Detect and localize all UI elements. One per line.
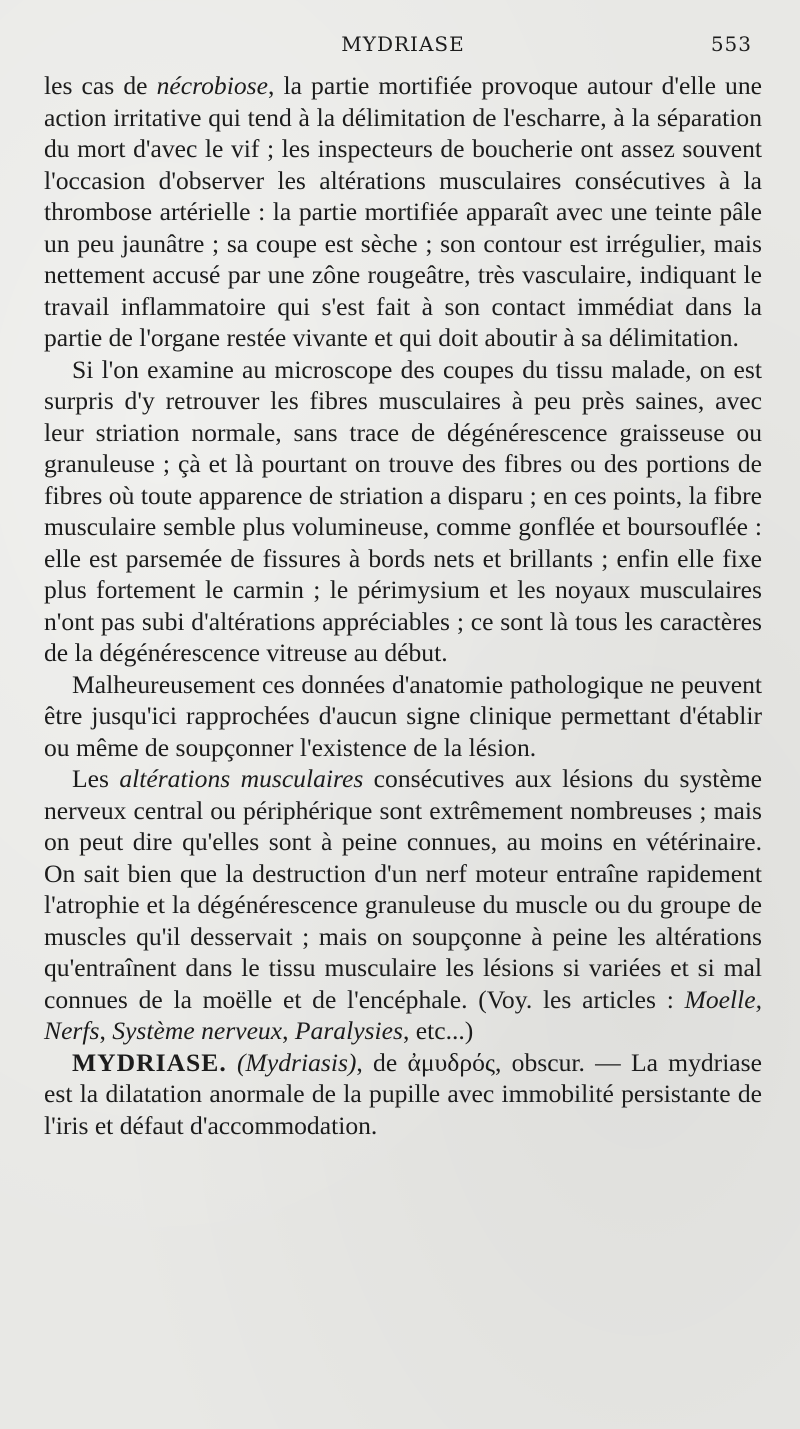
greek-etymology: ἀμυδρός — [407, 1047, 496, 1077]
paragraph-microscope: Si l'on examine au microscope des coupes du tissu malade, on est surpris d'y retrouver les fibres musculaires à peu près saines, avec leur striation normale, sans trace de dégénérescence graisseuse ou granuleuse ; çà et là pourtant on trouve des fibres ou des portions de fibres où toute apparence de striation a disparu ; en ces points, la fibre musculaire semble plus volumineuse, comme gonflée et boursouflée : elle est parsemée de fissures à bords nets et brillants ; enfin elle fixe plus fortement le carmin ; le périmysium et les noyaux musculaires n'ont pas subi d'altérations appréciables ; ce sont là tous les caractères de la dégénérescence vitreuse au début. — [44, 354, 762, 667]
page-number: 553 — [710, 32, 752, 56]
text-run: consécutives aux lésions du système nerveux central ou périphérique sont extrêmement nombreuses ; mais on peut dire qu'elles sont à peine connues, au moins en vétérinaire. On sait bien que la destruction d'un nerf moteur entraîne rapidement l'atrophie et la dégénérescence granuleuse du muscle ou du groupe de muscles qu'il desservait ; mais on soupçonne à peine les altérations qu'entraînent dans le tissu musculaire les lésions si variées et si mal connues de la moëlle et de l'encéphale. (Voy. les articles : — [44, 764, 762, 1014]
latin-term: (Mydriasis) — [237, 1047, 357, 1077]
text-run: , etc...) — [402, 1016, 474, 1045]
text-run: , — [99, 1016, 113, 1045]
entry-headword: MYDRIASE. — [72, 1047, 227, 1077]
italic-term: nécrobiose — [156, 71, 268, 100]
italic-term: altérations musculaires — [119, 764, 364, 793]
text-run: , obscur. — La mydriase est la dilatation anormale de la pupille avec immobilité persistante de l'iris et défaut d'accommodation. — [44, 1047, 762, 1140]
body-text — [44, 70, 762, 1141]
text-run: Les — [72, 764, 120, 793]
text-run: , — [282, 1016, 295, 1045]
dictionary-entry-mydriase — [44, 1047, 762, 1142]
text-run — [227, 1048, 237, 1077]
cross-reference: Système nerveux — [112, 1016, 283, 1045]
paragraph-alterations — [44, 763, 762, 1047]
running-head — [44, 30, 762, 60]
cross-reference: Paralysies — [294, 1016, 403, 1045]
paragraph-anatomie: Malheureusement ces données d'anatomie pathologique ne peuvent être jusqu'ici rapprochées d'aucun signe clinique permettant d'établir ou même de soupçonner l'existence de la lésion. — [44, 669, 762, 762]
running-title: MYDRIASE — [341, 32, 465, 56]
paragraph-necrobiose — [44, 70, 762, 354]
text-run: , la partie mortifiée provoque autour d'elle une action irritative qui tend à la délimitation de l'escharre, à la séparation du mort d'avec le vif ; les inspecteurs de boucherie ont assez souvent l'occasion d'observer les altérations musculaires consécutives à la thrombose artérielle : la partie mortifiée apparaît avec une teinte pâle un peu jaunâtre ; sa coupe est sèche ; son contour est irrégulier, mais nettement accusé par une zône rougeâtre, très vasculaire, indiquant le travail inflammatoire qui s'est fait à son contact immédiat dans la partie de l'organe restée vivante et qui doit aboutir à sa délimitation. — [44, 71, 762, 352]
text-run: les cas de — [44, 71, 157, 100]
text-run: , de — [356, 1047, 408, 1077]
cross-reference: Moelle, Nerfs — [44, 984, 762, 1045]
